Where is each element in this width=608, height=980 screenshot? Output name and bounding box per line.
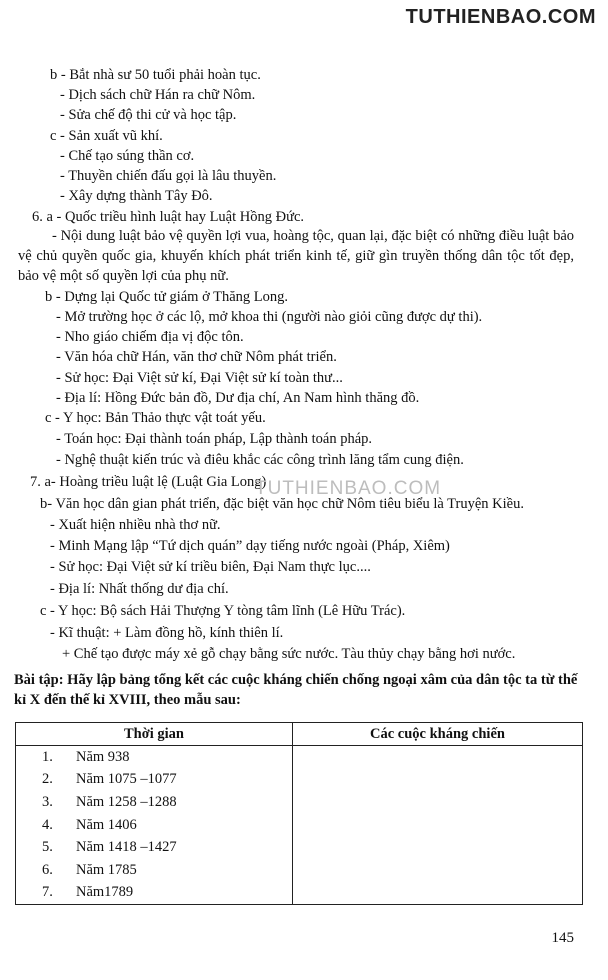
row-number: 6. <box>42 861 53 878</box>
text-line: - Kĩ thuật: + Làm đồng hồ, kính thiên lí. <box>50 625 284 641</box>
table-header-row <box>16 723 583 746</box>
row-number: 4. <box>42 816 53 833</box>
table-row <box>16 746 583 769</box>
row-time: Năm 1418 –1427 <box>76 839 177 856</box>
text-line: - Dịch sách chữ Hán ra chữ Nôm. <box>60 87 256 103</box>
text-line: - Nghệ thuật kiến trúc và điêu khắc các công trình lăng tẩm cung điện. <box>56 452 464 468</box>
row-number: 7. <box>42 884 53 901</box>
table-row <box>16 769 583 792</box>
row-number: 5. <box>42 839 53 856</box>
text-line: b - Bắt nhà sư 50 tuổi phải hoàn tục. <box>50 67 261 83</box>
summary-table <box>15 722 583 905</box>
text-line: c - Y học: Bộ sách Hải Thượng Y tòng tâm lĩnh (Lê Hữu Trác). <box>40 603 406 619</box>
text-line: - Nho giáo chiếm địa vị độc tôn. <box>56 329 244 345</box>
text-line: c - Sản xuất vũ khí. <box>50 128 163 144</box>
text-line: b- Văn học dân gian phát triển, đặc biệt văn học chữ Nôm tiêu biểu là Truyện Kiều. <box>40 496 524 512</box>
row-number: 2. <box>42 771 53 788</box>
row-number: 1. <box>42 748 53 765</box>
row-time: Năm 938 <box>76 748 130 765</box>
time-cell <box>16 746 293 769</box>
text-line: b - Dựng lại Quốc tử giám ở Thăng Long. <box>45 289 288 305</box>
text-line: 6. a - Quốc triều hình luật hay Luật Hồng Đức. <box>32 209 305 225</box>
text-line: - Địa lí: Hồng Đức bản đồ, Dư địa chí, An Nam hình thăng đồ. <box>56 390 420 406</box>
time-cell <box>16 836 293 859</box>
text-line: c - Y học: Bản Thảo thực vật toát yếu. <box>45 410 266 426</box>
text-line: - Sử học: Đại Việt sử kí, Đại Việt sử kí toàn thư... <box>56 370 343 386</box>
text-line: - Địa lí: Nhất thống dư địa chí. <box>50 581 229 597</box>
row-time: Năm 1258 –1288 <box>76 793 177 810</box>
row-time: Năm1789 <box>76 884 134 901</box>
text-line: - Xây dựng thành Tây Đô. <box>60 188 213 204</box>
page-number: 145 <box>551 930 574 946</box>
resistance-cell <box>293 769 583 792</box>
time-cell <box>16 882 293 905</box>
text-line: - Sử học: Đại Việt sử kí triều biên, Đại Nam thực lục.... <box>50 559 371 575</box>
paragraph: - Nội dung luật bảo vệ quyền lợi vua, hoàng tộc, quan lại, đặc biệt có những điều luật bảo vệ chủ quyền quốc gia, khuyến khích phát triển kinh tế, giữ gìn truyền thống dân tộc tốt đẹp, bảo vệ một số quyền lợi của phụ nữ. <box>18 228 574 284</box>
row-time: Năm 1785 <box>76 861 137 878</box>
resistance-cell <box>293 836 583 859</box>
time-cell <box>16 814 293 837</box>
text-line: - Toán học: Đại thành toán pháp, Lập thành toán pháp. <box>56 431 373 447</box>
column-header-resistance: Các cuộc kháng chiến <box>293 723 583 746</box>
resistance-cell <box>293 859 583 882</box>
table-row <box>16 882 583 905</box>
text-line: - Xuất hiện nhiều nhà thơ nữ. <box>50 517 221 533</box>
text-line: 7. a- Hoàng triều luật lệ (Luật Gia Long) <box>30 474 267 490</box>
row-number: 3. <box>42 793 53 810</box>
resistance-cell <box>293 882 583 905</box>
text-line: - Chế tạo súng thần cơ. <box>60 148 195 164</box>
text-line: - Minh Mạng lập “Tứ dịch quán” dạy tiếng nước ngoài (Pháp, Xiêm) <box>50 538 450 554</box>
text-line: - Thuyền chiến đấu gọi là lâu thuyền. <box>60 168 277 184</box>
text-line: + Chế tạo được máy xẻ gỗ chạy bằng sức nước. Tàu thủy chạy bằng hơi nước. <box>62 646 516 662</box>
time-cell <box>16 769 293 792</box>
table-row <box>16 859 583 882</box>
text-line: - Sửa chế độ thi cử và học tập. <box>60 107 237 123</box>
resistance-cell <box>293 746 583 769</box>
resistance-cell <box>293 791 583 814</box>
text-line: - Văn hóa chữ Hán, văn thơ chữ Nôm phát triển. <box>56 349 337 365</box>
column-header-time: Thời gian <box>16 723 293 746</box>
table-row <box>16 791 583 814</box>
row-time: Năm 1075 –1077 <box>76 771 177 788</box>
table-row <box>16 836 583 859</box>
exercise-prompt: Bài tập: Hãy lập bảng tổng kết các cuộc kháng chiến chống ngoại xâm của dân tộc ta từ thế kỉ X đến thế kỉ XVIII, theo mẫu sau: <box>14 672 578 708</box>
site-brand: TUTHIENBAO.COM <box>405 6 596 28</box>
row-time: Năm 1406 <box>76 816 137 833</box>
table-row <box>16 814 583 837</box>
text-line: - Mở trường học ở các lộ, mở khoa thi (người nào giỏi cũng được dự thi). <box>56 309 483 325</box>
time-cell <box>16 859 293 882</box>
resistance-cell <box>293 814 583 837</box>
watermark: TUTHIENBAO.COM <box>255 478 442 499</box>
time-cell <box>16 791 293 814</box>
